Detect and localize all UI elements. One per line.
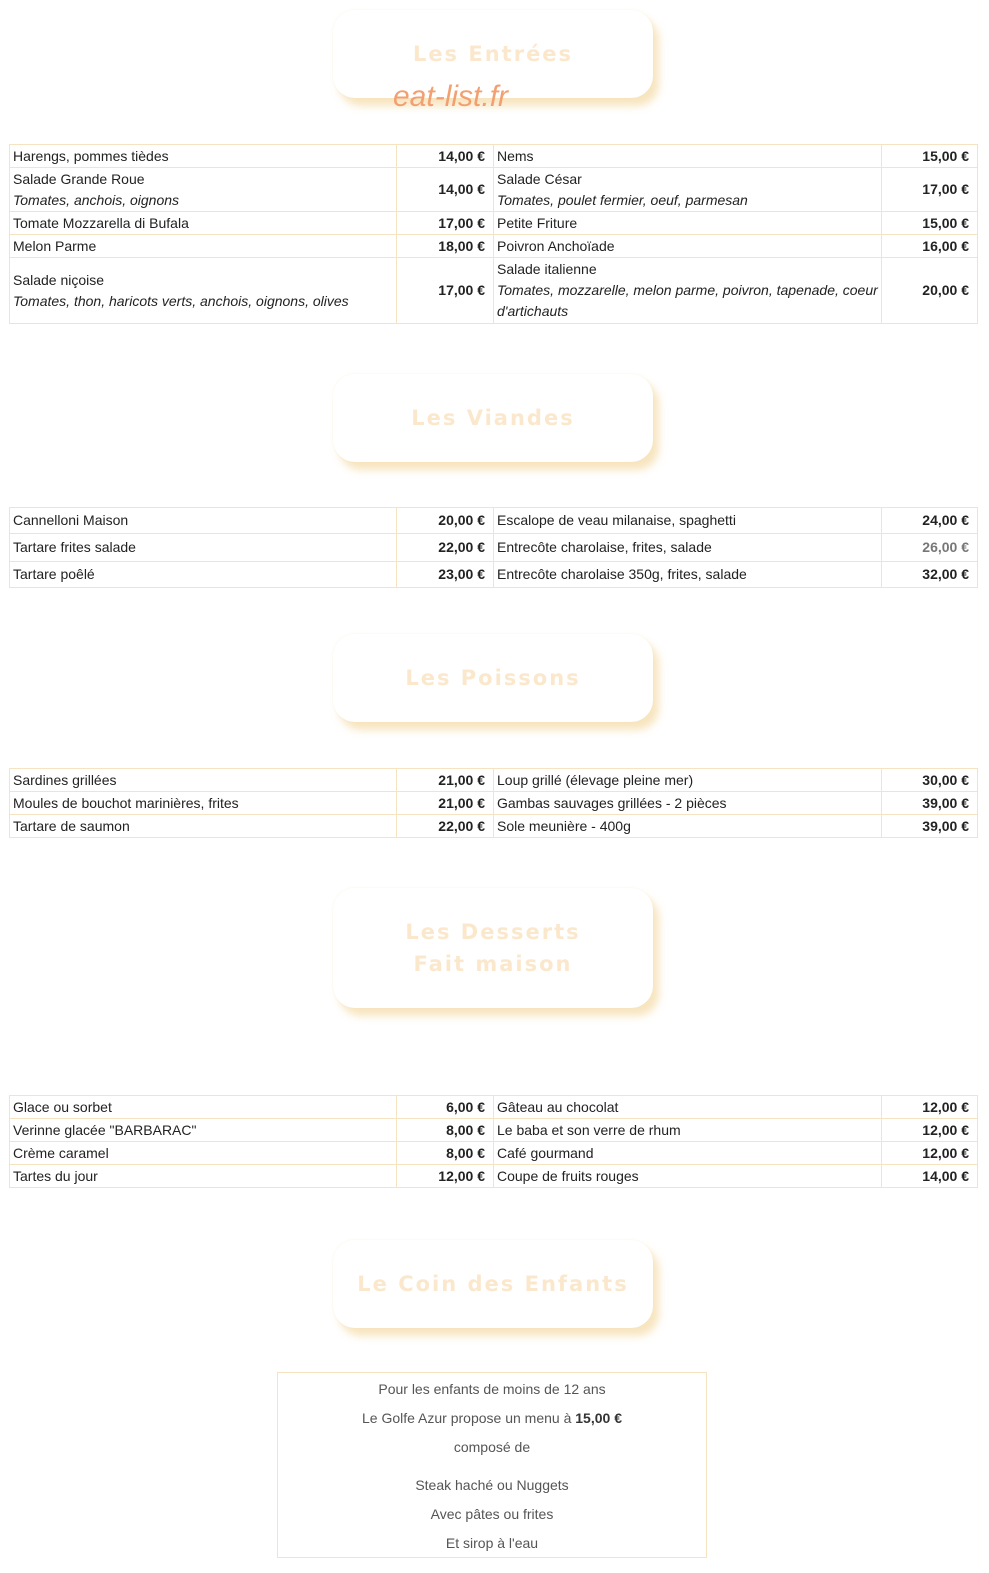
dish-price: 8,00 € xyxy=(397,1119,494,1142)
table-row xyxy=(10,815,978,838)
dish-price: 12,00 € xyxy=(882,1096,978,1119)
menu-table-entrees xyxy=(9,144,978,324)
dish-price: 18,00 € xyxy=(397,235,494,258)
dish-price: 17,00 € xyxy=(397,212,494,235)
kids-menu-price: 15,00 € xyxy=(575,1410,622,1426)
kids-menu-box xyxy=(277,1372,707,1558)
dish-price: 22,00 € xyxy=(397,815,494,838)
section-title: Le Coin des Enfants xyxy=(357,1272,629,1296)
kids-menu-line: Avec pâtes ou frites xyxy=(430,1506,554,1522)
dish-description: Tomates, anchois, oignons xyxy=(13,191,180,208)
dish-price: 23,00 € xyxy=(397,562,494,588)
dish-name: Harengs, pommes tièdes xyxy=(10,145,397,168)
table-row xyxy=(10,258,978,324)
dish-price: 6,00 € xyxy=(397,1096,494,1119)
section-header-desserts xyxy=(333,888,653,1008)
dish-price: 16,00 € xyxy=(882,235,978,258)
table-row xyxy=(10,1142,978,1165)
dish-price: 39,00 € xyxy=(882,815,978,838)
table-row xyxy=(10,769,978,792)
dish-cell xyxy=(494,258,882,324)
dish-price: 22,00 € xyxy=(397,534,494,562)
section-title-line-1: Les Desserts xyxy=(405,920,581,944)
menu-table-desserts xyxy=(9,1095,978,1188)
table-row xyxy=(10,534,978,562)
dish-name: Verinne glacée "BARBARAC" xyxy=(10,1119,397,1142)
table-row xyxy=(10,212,978,235)
dish-name: Poivron Anchoïade xyxy=(494,235,882,258)
dish-name: Gâteau au chocolat xyxy=(494,1096,882,1119)
dish-price: 14,00 € xyxy=(397,145,494,168)
dish-name: Tomate Mozzarella di Bufala xyxy=(10,212,397,235)
dish-price: 12,00 € xyxy=(882,1142,978,1165)
dish-name: Petite Friture xyxy=(494,212,882,235)
dish-name: Salade niçoise xyxy=(13,271,105,288)
dish-name: Tartare poêlé xyxy=(10,562,397,588)
dish-name: Nems xyxy=(494,145,882,168)
dish-name: Melon Parme xyxy=(10,235,397,258)
watermark: eat-list.fr xyxy=(393,80,509,113)
section-header-poissons xyxy=(333,634,653,722)
dish-description: Tomates, thon, haricots verts, anchois, oignons, olives xyxy=(13,292,349,309)
section-header-viandes xyxy=(333,374,653,462)
dish-name: Salade italienne xyxy=(497,261,597,277)
dish-price: 17,00 € xyxy=(882,168,978,212)
dish-cell xyxy=(10,258,397,324)
section-title: Les Entrées xyxy=(412,42,574,66)
dish-name: Sole meunière - 400g xyxy=(494,815,882,838)
dish-price: 14,00 € xyxy=(882,1165,978,1188)
section-title: Les Viandes xyxy=(411,406,575,430)
menu-table-poissons xyxy=(9,768,978,838)
dish-name: Tartes du jour xyxy=(10,1165,397,1188)
dish-price: 12,00 € xyxy=(882,1119,978,1142)
dish-price: 15,00 € xyxy=(882,212,978,235)
table-row xyxy=(10,508,978,534)
dish-description: Tomates, poulet fermier, oeuf, parmesan xyxy=(497,191,748,208)
dish-price: 24,00 € xyxy=(882,508,978,534)
dish-name: Café gourmand xyxy=(494,1142,882,1165)
table-row xyxy=(10,1096,978,1119)
dish-price: 21,00 € xyxy=(397,769,494,792)
dish-price: 15,00 € xyxy=(882,145,978,168)
dish-description: Tomates, mozzarelle, melon parme, poivron, tapenade, coeur d'artichauts xyxy=(497,282,878,319)
kids-menu-offer-text: Le Golfe Azur propose un menu à xyxy=(362,1410,576,1426)
dish-price: 14,00 € xyxy=(397,168,494,212)
dish-name: Tartare de saumon xyxy=(10,815,397,838)
table-row xyxy=(10,562,978,588)
dish-name: Glace ou sorbet xyxy=(10,1096,397,1119)
dish-price: 8,00 € xyxy=(397,1142,494,1165)
dish-price: 26,00 € xyxy=(882,534,978,562)
section-header-enfants xyxy=(333,1240,653,1328)
kids-menu-line: Pour les enfants de moins de 12 ans xyxy=(378,1381,606,1397)
kids-menu-line: composé de xyxy=(453,1439,531,1455)
table-row xyxy=(10,792,978,815)
dish-name: Cannelloni Maison xyxy=(10,508,397,534)
dish-name: Le baba et son verre de rhum xyxy=(494,1119,882,1142)
section-title: Les Poissons xyxy=(405,666,581,690)
dish-cell xyxy=(10,168,397,212)
dish-name: Gambas sauvages grillées - 2 pièces xyxy=(494,792,882,815)
dish-name: Tartare frites salade xyxy=(10,534,397,562)
dish-name: Entrecôte charolaise 350g, frites, salade xyxy=(494,562,882,588)
table-row xyxy=(10,235,978,258)
dish-name: Crème caramel xyxy=(10,1142,397,1165)
dish-name: Entrecôte charolaise, frites, salade xyxy=(494,534,882,562)
dish-name: Sardines grillées xyxy=(10,769,397,792)
dish-cell xyxy=(494,168,882,212)
dish-price: 32,00 € xyxy=(882,562,978,588)
kids-menu-line: Steak haché ou Nuggets xyxy=(415,1477,569,1493)
table-row xyxy=(10,145,978,168)
kids-menu-line: Et sirop à l'eau xyxy=(445,1535,539,1551)
dish-price: 21,00 € xyxy=(397,792,494,815)
table-row xyxy=(10,1119,978,1142)
dish-price: 17,00 € xyxy=(397,258,494,324)
dish-name: Salade César xyxy=(497,170,582,187)
kids-menu-offer xyxy=(278,1410,706,1426)
dish-name: Loup grillé (élevage pleine mer) xyxy=(494,769,882,792)
dish-name: Moules de bouchot marinières, frites xyxy=(10,792,397,815)
dish-name: Salade Grande Roue xyxy=(13,170,145,187)
dish-price: 30,00 € xyxy=(882,769,978,792)
table-row xyxy=(10,1165,978,1188)
dish-price: 20,00 € xyxy=(882,258,978,324)
dish-price: 39,00 € xyxy=(882,792,978,815)
menu-table-viandes xyxy=(9,507,978,588)
section-title-line-2: Fait maison xyxy=(413,952,573,976)
dish-name: Coupe de fruits rouges xyxy=(494,1165,882,1188)
dish-price: 12,00 € xyxy=(397,1165,494,1188)
table-row xyxy=(10,168,978,212)
dish-name: Escalope de veau milanaise, spaghetti xyxy=(494,508,882,534)
dish-price: 20,00 € xyxy=(397,508,494,534)
